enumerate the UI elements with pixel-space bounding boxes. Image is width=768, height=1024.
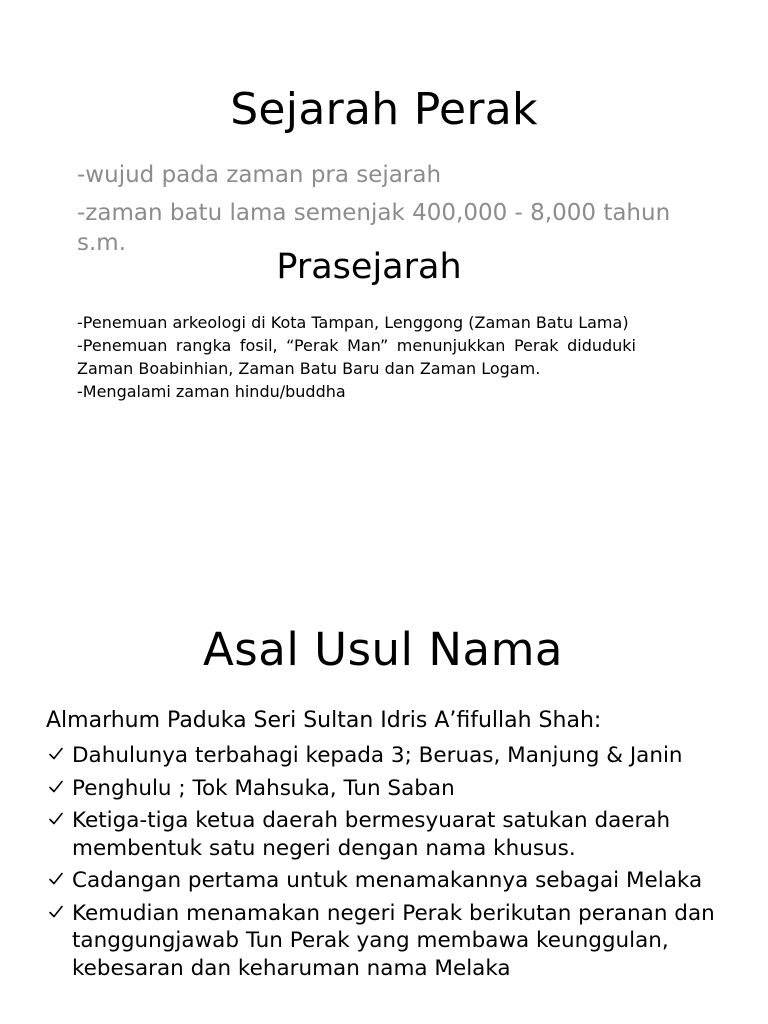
paragraph: -Penemuan rangka fosil, “Perak Man” menunjukkan Perak diduduki Zaman Boabinhian, Zaman Batu Baru dan Zaman Logam. [77,336,636,378]
intro-line: -zaman batu lama semenjak 400,000 - 8,000 tahun s.m. [77,200,671,256]
paragraph: -Mengalami zaman hindu/buddha [77,382,346,401]
list-item [46,867,726,895]
prasejarah-text [77,311,636,403]
list-item [46,742,726,770]
check-icon [48,904,64,920]
intro-line: -wujud pada zaman pra sejarah [77,162,442,188]
list-item [46,900,726,983]
section-heading: Almarhum Paduka Seri Sultan Idris A’fifullah Shah: [46,708,602,733]
check-icon [48,871,64,887]
list-item-text: Penghulu ; Tok Mahsuka, Tun Saban [72,775,455,801]
slide-asal-usul-nama [0,580,768,1024]
list-item-text: Dahulunya terbahagi kepada 3; Beruas, Manjung & Janin [72,743,683,768]
slide-title: Asal Usul Nama [203,623,563,676]
list-item-text: Ketiga-tiga ketua daerah bermesyuarat satukan daerah membentuk satu negeri dengan nama khusus. [72,808,671,861]
list-item-text: Cadangan pertama untuk menamakannya sebagai Melaka [72,868,703,893]
section-subtitle: Prasejarah [276,247,462,287]
paragraph: -Penemuan arkeologi di Kota Tampan, Lenggong (Zaman Batu Lama) [77,313,629,332]
list-item [46,807,726,862]
check-icon [48,746,64,762]
list-item-text: Kemudian menamakan negeri Perak berikutan peranan dan tanggungjawab Tun Perak yang membawa keunggulan, kebesaran dan keharuman nama Melaka [72,900,715,981]
slide-title: Sejarah Perak [230,84,538,135]
list-item [46,775,726,803]
check-icon [48,811,64,827]
bullet-list [46,742,726,987]
check-icon [48,779,64,795]
